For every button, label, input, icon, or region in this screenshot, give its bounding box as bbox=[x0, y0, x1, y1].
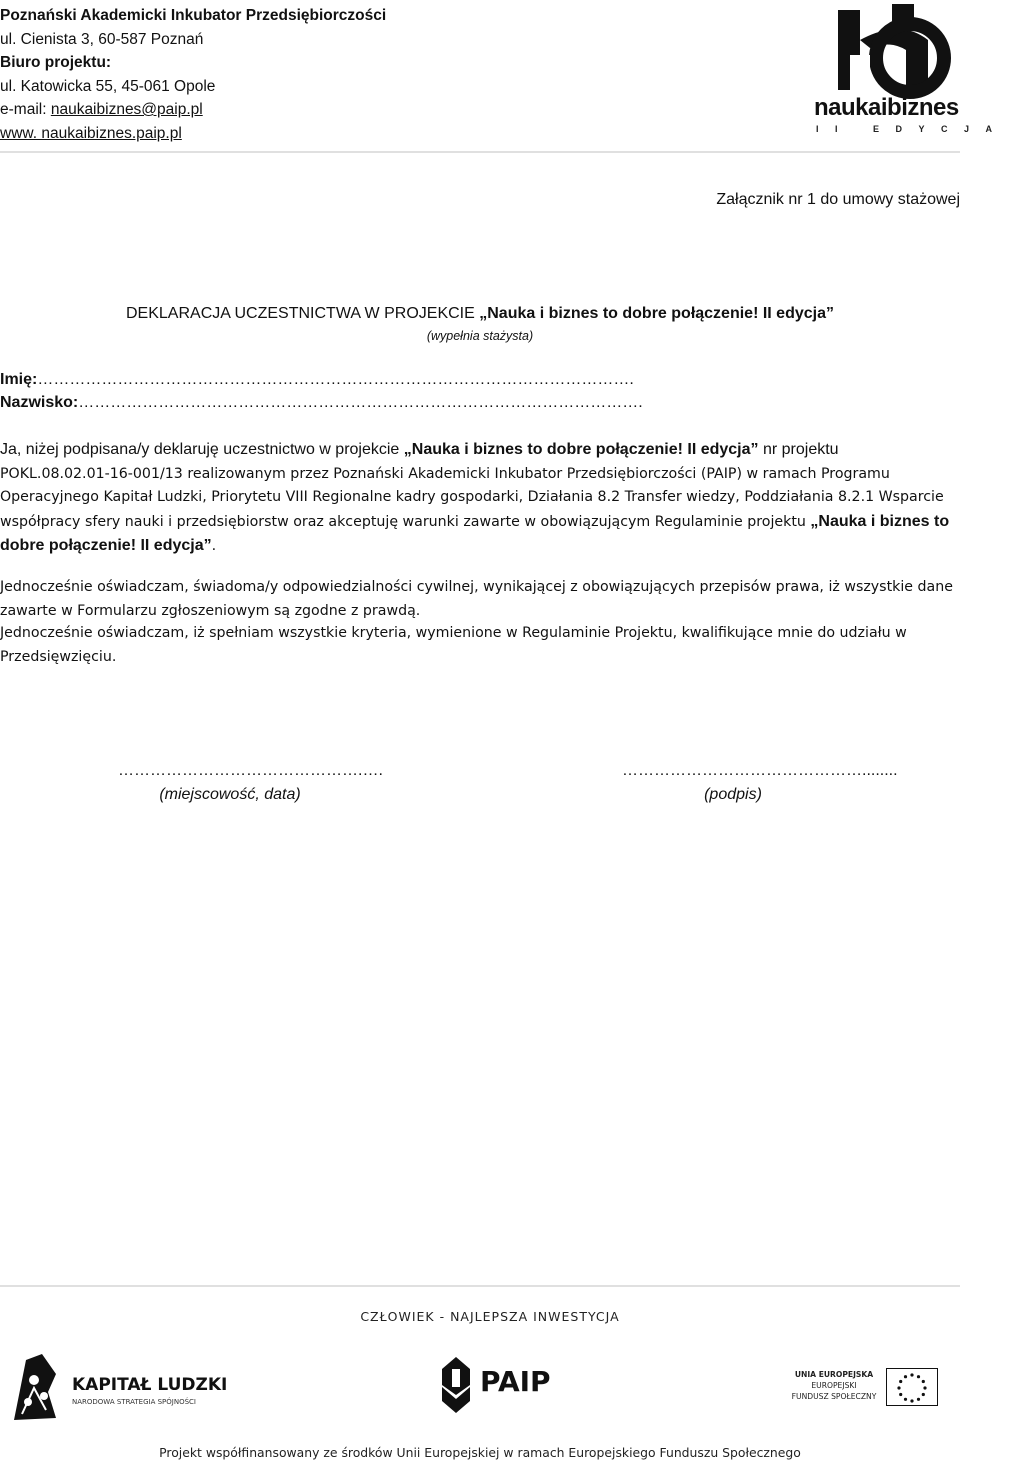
paip-name: PAIP bbox=[480, 1365, 551, 1398]
declaration-paragraph bbox=[0, 438, 960, 559]
liability-statement bbox=[0, 576, 960, 623]
signature-line[interactable]: ………………………………………........ bbox=[622, 762, 898, 779]
email-link[interactable]: naukaibiznes@paip.pl bbox=[50, 101, 203, 118]
last-name-label: Nazwisko: bbox=[0, 394, 79, 411]
declaration-project-name: „Nauka i biznes to dobre połączenie! II edycja” bbox=[403, 441, 759, 458]
declaration-project-nr-label: nr projektu bbox=[758, 441, 839, 458]
email-line bbox=[0, 98, 386, 122]
kapital-ludzki-emblem-icon bbox=[12, 1352, 58, 1422]
logo-edition-text: II EDYCJA bbox=[816, 124, 1009, 134]
title-project-name: „Nauka i biznes to dobre połączenie! II edycja” bbox=[479, 305, 834, 322]
website-link[interactable]: www. naukaibiznes.paip.pl bbox=[0, 124, 182, 142]
document-subtitle: (wypełnia stażysta) bbox=[426, 329, 534, 343]
declaration-end: . bbox=[211, 538, 217, 555]
org-name: Poznański Akademicki Inkubator Przedsiębiorczości bbox=[0, 7, 387, 24]
footer-divider bbox=[0, 1285, 960, 1287]
signature-block bbox=[622, 762, 898, 804]
kapital-ludzki-sub: NARODOWA STRATEGIA SPÓJNOŚCI bbox=[72, 1398, 196, 1406]
place-date-line[interactable]: ……………………………………….…. bbox=[118, 762, 383, 779]
place-date-caption: (miejscowość, data) bbox=[159, 786, 301, 803]
attachment-label: Załącznik nr 1 do umowy stażowej bbox=[716, 191, 960, 208]
email-label: e-mail: bbox=[0, 101, 51, 118]
naukaibiznes-logo bbox=[810, 0, 1009, 140]
first-name-label: Imię: bbox=[0, 371, 38, 388]
header-contact bbox=[0, 4, 386, 145]
last-name-value[interactable]: ……………………………………………………………………………………………. bbox=[78, 394, 643, 411]
eu-line3: FUNDUSZ SPOŁECZNY bbox=[791, 1392, 877, 1401]
declaration-body: realizowanym przez Poznański Akademicki Inkubator Przedsiębiorczości (PAIP) w ramach Programu Operacyjnego Kapitał Ludzki, Priorytetu VIII Regionalne kadry gospodarki, Działania 8.2 Transfer wiedzy, Poddziałania 8.2.1 Wsparcie współpracy sfery nauki i przedsiębiorstw oraz akceptuję warunki zawarte w obowiązującym Regulaminie projektu bbox=[0, 465, 944, 530]
eu-flag-icon bbox=[886, 1368, 938, 1406]
first-name-value[interactable]: …………………………………………………………………………………………………. bbox=[37, 371, 634, 388]
title-prefix: DEKLARACJA UCZESTNICTWA W PROJEKCIE bbox=[126, 305, 480, 322]
header-divider bbox=[0, 151, 960, 153]
first-name-field bbox=[0, 371, 634, 389]
place-date-signature bbox=[118, 762, 383, 804]
project-number: POKL.08.02.01-16-001/13 bbox=[0, 465, 183, 482]
declaration-project-name-end: „Nauka i biznes to dobre połączenie! II edycja” bbox=[0, 512, 950, 555]
eu-line1: UNIA EUROPEJSKA bbox=[794, 1370, 874, 1379]
signature-caption: (podpis) bbox=[704, 786, 762, 803]
office-address: ul. Katowicka 55, 45-061 Opole bbox=[0, 77, 216, 95]
kapital-ludzki-name: KAPITAŁ LUDZKI bbox=[72, 1375, 228, 1395]
org-address: ul. Cienista 3, 60-587 Poznań bbox=[0, 30, 204, 48]
office-label: Biuro projektu: bbox=[0, 54, 112, 71]
criteria-text: Jednocześnie oświadczam, iż spełniam wszystkie kryteria, wymienione w Regulaminie Projektu, kwalifikujące mnie do udziału w Przedsięwzięciu. bbox=[0, 625, 907, 665]
kapital-ludzki-logo bbox=[12, 1352, 228, 1422]
logo-brand-text: naukaibiznes bbox=[814, 94, 959, 121]
website-line bbox=[0, 122, 386, 146]
cofinancing-note: Projekt współfinansowany ze środków Unii Europejskiej w ramach Europejskiego Funduszu Społecznego bbox=[159, 1445, 801, 1460]
eu-logo bbox=[788, 1368, 948, 1408]
last-name-field bbox=[0, 394, 643, 412]
declaration-intro: Ja, niżej podpisana/y deklaruję uczestnictwo w projekcie bbox=[0, 441, 404, 458]
footer-slogan: CZŁOWIEK - NAJLEPSZA INWESTYCJA bbox=[360, 1309, 620, 1324]
liability-text: Jednocześnie oświadczam, świadoma/y odpowiedzialności cywilnej, wynikającej z obowiązujących przepisów prawa, iż wszystkie dane zawarte w Formularzu zgłoszeniowym są zgodne z prawdą. bbox=[0, 579, 953, 619]
paip-logo bbox=[434, 1355, 564, 1415]
paip-emblem-icon bbox=[434, 1355, 478, 1415]
eu-line2: EUROPEJSKI bbox=[811, 1381, 857, 1390]
document-title bbox=[0, 305, 960, 323]
criteria-statement bbox=[0, 622, 960, 669]
nb-monogram-logo-icon bbox=[810, 0, 960, 95]
